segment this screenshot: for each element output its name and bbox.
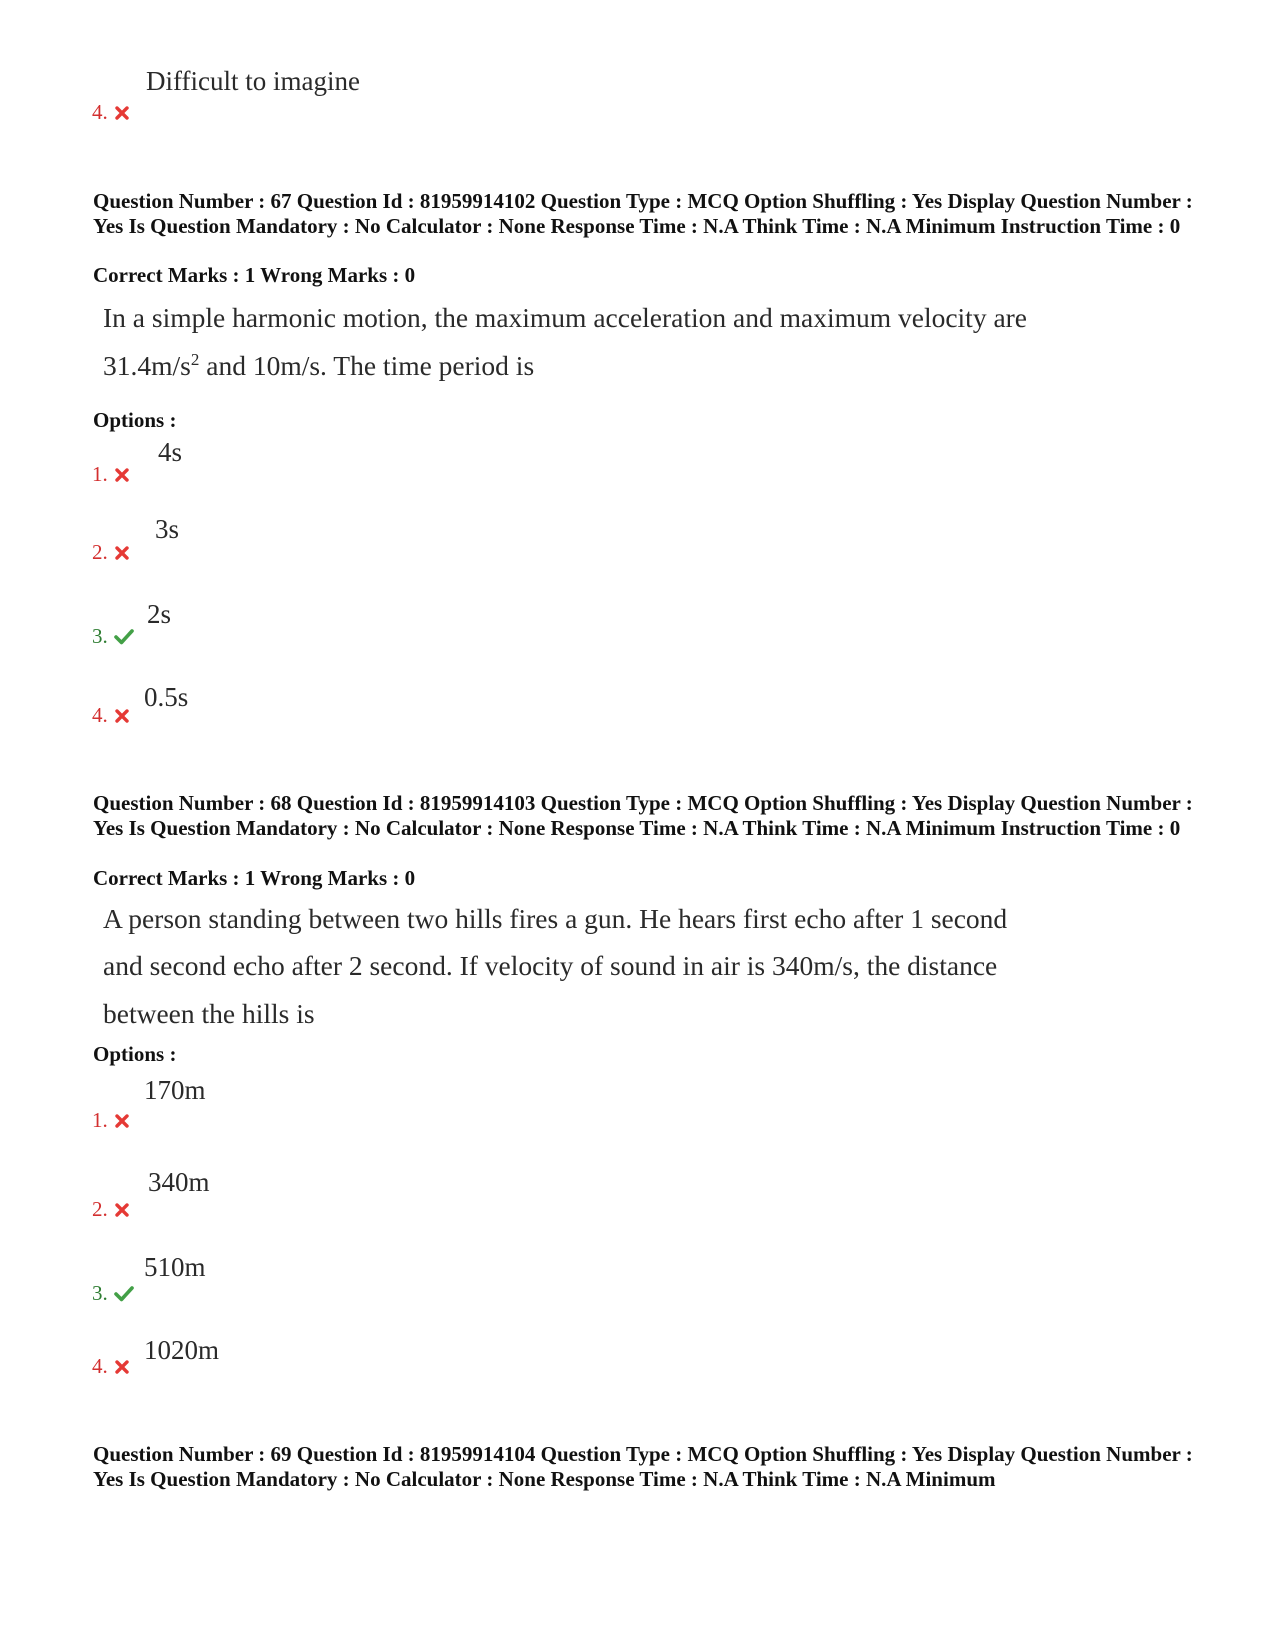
question-text-line: $31.4m/s^2$ and 10m/s. The time period is [103, 350, 535, 382]
option-text: 170m [144, 1075, 206, 1105]
option-text: 510m [144, 1252, 206, 1282]
cross-icon [114, 467, 130, 483]
question-text-line: A person standing between two hills fires a gun. He hears first echo after 1 second [103, 903, 1008, 934]
option-text: 2s [147, 599, 172, 629]
checkmark-icon [114, 628, 134, 646]
checkmark-icon [114, 1285, 134, 1303]
question-meta: Question Number : 69 Question Id : 81959914104 Question Type : MCQ Option Shuffling : Yes Display Question Number : Yes Is Question Mandatory : No Calculator : None Response Time : N.A Think Time : N.A Minimum [93, 1442, 1193, 1491]
option-number: 2. [92, 540, 130, 565]
cross-icon [114, 708, 130, 724]
cross-icon [114, 1359, 130, 1375]
question-text-line: and second echo after 2 second. If velocity of sound in air is 340m/s, the distance [103, 950, 998, 981]
option-number: 2. [92, 1197, 130, 1222]
option-text: 4s [158, 437, 183, 467]
question-text-line: In a simple harmonic motion, the maximum acceleration and maximum velocity are [103, 302, 1028, 333]
option-text: 3s [155, 514, 180, 544]
question-meta: Question Number : 67 Question Id : 81959914102 Question Type : MCQ Option Shuffling : Yes Display Question Number : Yes Is Question Mandatory : No Calculator : None Response Time : N.A Think Time : N.A Minimum Instruction Time : 0 [93, 189, 1193, 238]
cross-icon [114, 1202, 130, 1218]
marks-info: Correct Marks : 1 Wrong Marks : 0 [93, 263, 416, 287]
option-number: 1. [92, 462, 130, 487]
cross-icon [114, 105, 130, 121]
option-number: 3. [92, 1281, 134, 1306]
question-text-line: between the hills is [103, 998, 315, 1029]
option-text: 340m [148, 1167, 210, 1197]
option-text: 1020m [144, 1335, 220, 1365]
option-number: 4. [92, 100, 130, 125]
options-label: Options : [93, 1042, 177, 1066]
cross-icon [114, 1113, 130, 1129]
marks-info: Correct Marks : 1 Wrong Marks : 0 [93, 866, 416, 890]
option-text: 0.5s [144, 682, 189, 712]
option-number: 3. [92, 624, 134, 649]
options-label: Options : [93, 408, 177, 432]
option-text: Difficult to imagine [146, 66, 360, 96]
option-number: 4. [92, 703, 130, 728]
option-number: 4. [92, 1354, 130, 1379]
cross-icon [114, 545, 130, 561]
option-number: 1. [92, 1108, 130, 1133]
question-meta: Question Number : 68 Question Id : 81959914103 Question Type : MCQ Option Shuffling : Yes Display Question Number : Yes Is Question Mandatory : No Calculator : None Response Time : N.A Think Time : N.A Minimum Instruction Time : 0 [93, 791, 1193, 840]
